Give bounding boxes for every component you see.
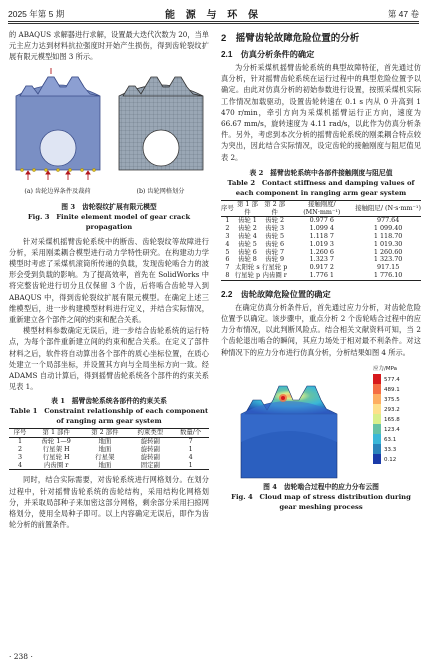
figure-3a [9,66,106,198]
table-cell: 4 [188,452,193,461]
paragraph-danger-position: 在确定仿真分析条件后，首先通过应力分析，对齿轮危险位置予以确定。该步骤中，重点分析 2 个齿轮啮合过程中的应力分布情况，以此判断风险点。结合相关文献资料可知，当 2 个齿轮退出啮合的瞬间，其应力场处于相对最不利条件。对这种情况下的应力分布进行仿真分析，分析结果如图 4 所示。 [221,302,421,357]
subsection-heading-2-2: 2.2 齿轮故障危险位置的确定 [221,289,331,299]
table-cell: 917.15 [376,263,400,272]
left-column [9,29,209,530]
table-cell: 1 019.30 [373,239,403,248]
table-2-header: 接触刚度/ (MN·mm⁻¹) [303,199,341,216]
table-cell: 行星轮 p [262,263,288,272]
table-cell: 8 [225,271,230,279]
table-cell: 旋转副 [140,452,160,461]
gear-boundary-image [10,66,106,184]
stress-cloud-image [221,362,421,480]
table-cell: 6 [225,255,230,264]
table-cell: 行星轮 H [42,452,70,461]
table-2 [221,200,421,281]
table-cell: 7 [188,437,193,446]
table-cell: 齿轮 2 [265,216,285,225]
table-1-header: 数量/个 [179,428,202,437]
paragraph-mesh: 同时，结合实际需要，对齿轮系统进行网格划分。在划分过程中，针对摇臂齿轮系统的齿轮结构，采用结构化网格划分，并采取局部种子来加密这部分网格，剩余部分采用扫掠网格划分，使用全局种子即可。以上内容确定无误后，即作为齿轮分析的前置条件。 [9,475,209,530]
legend-swatch [373,394,381,404]
table-cell: 固定副 [140,460,160,469]
table-2-caption: 表 2 摇臂齿轮系统中各部件接触刚度与阻尼值 [249,168,393,177]
table-2-header: 序号 [221,203,234,212]
legend-value: 375.5 [384,396,400,403]
section-heading: 2 摇臂齿轮故障危险位置的分析 [221,33,360,44]
legend-swatch [373,454,381,464]
table-cell: 地面 [98,445,112,454]
table-1-header: 序号 [13,428,27,437]
table-cell: 齿轮 8 [237,255,257,264]
legend-value: 577.4 [384,376,400,383]
table-cell: 1.323 7 [309,255,334,264]
table-cell: 3 [17,452,23,461]
table-cell: 齿轮 3 [265,224,285,233]
table-cell: 2 [17,445,23,454]
legend-value: 33.3 [384,446,397,453]
table-cell: 地面 [98,437,112,446]
table-1-caption: 表 1 摇臂齿轮系统各部件的约束关系 [51,397,167,406]
legend-swatch [373,374,381,384]
table-cell: 齿轮 9 [265,255,285,264]
right-column [221,29,421,512]
table-cell: 齿轮 5 [237,239,257,248]
page-number: · 238 · [9,652,33,661]
table-1-header: 约束类型 [137,428,164,437]
figure-3b [112,66,209,198]
table-cell: 1.099 4 [309,224,334,233]
header-rule-2 [8,23,419,24]
table-2-header: 接触阻尼/ (N·s·mm⁻¹) [355,203,421,212]
legend-title: 应力/MPa [373,365,398,372]
figure-3a-caption: (a) 齿轮边界条件及裁荷 [24,187,91,195]
table-cell: 旋转副 [140,437,160,446]
figure-4-caption: 图 4 齿轮啮合过程中的应力分布云图 [263,482,379,491]
table-cell: 1 776.10 [373,271,403,279]
legend-value: 165.8 [384,416,400,423]
table-cell: 1 [17,437,23,446]
table-cell: 1 [188,445,193,454]
legend-swatch [373,384,381,394]
table-cell: 1.260 6 [309,247,334,256]
legend-swatch [373,414,381,424]
table-cell: 1 323.70 [373,255,403,264]
table-cell: 齿轮 5 [265,232,285,241]
table-cell: 4 [225,239,230,248]
table-cell: 1 099.40 [373,224,403,233]
figure-3b-caption: (b) 齿轮网格划分 [136,187,185,195]
table-cell: 齿轮 6 [265,239,285,248]
table-1 [9,428,209,470]
table-cell: 3 [225,232,230,241]
table-cell: 1 [188,460,193,469]
legend-swatch [373,424,381,434]
paragraph-sim-conditions: 为分析采煤机摇臂齿轮系统的典型故障特征，首先通过仿真分析，针对摇臂齿轮系统在运行过程中的典型危险位置予以确定。由此对仿真分析的初始参数进行设置，按照采煤机实际工作情况加载驱动，设置齿轮转速在 0.1 s 内从 0 升高到 1 470 r/min，牵引方向为采煤机摇臂运行正方向，速度为 66.67 mm/s，旋转速度为 4.11 rad/s，以此作为仿真分析条件。另外，考虑到本次分析的摇臂齿轮系统的刚柔耦合特点较为突出，因此结合实际情况，设定齿轮的接触刚度与阻尼值见表 2。 [221,63,421,162]
table-cell: 0.917 2 [309,263,334,272]
figure-4-caption-en-1: Fig. 4 Cloud map of stress distribution during [231,492,411,501]
table-row [221,272,421,280]
header-rule [8,21,419,22]
stress-legend [373,374,400,464]
legend-value: 0.12 [384,456,397,463]
table-cell: 齿轮 2 [237,224,257,233]
table-cell: 0.977 6 [309,216,334,225]
gear-mesh-image [113,66,209,184]
table-cell: 2 [225,224,230,233]
paragraph-constraints: 模型材料参数确定无误后，进一步结合齿轮系统的运行特点，为每个部件重新建立间的约束和配合关系。在定义了部件材料之后，软件将自动算出各个部件的质心坐标位置，在质心处建立一个局部坐标，并设置其方向与全局坐标方向一致。经 ADAMS 自动计算后，得到摇臂齿轮系统各个部件的约束关系见表 1。 [9,326,209,392]
legend-value: 293.2 [384,406,400,413]
legend-swatch [373,434,381,444]
table-cell: 977.64 [376,216,400,225]
table-cell: 内齿圈 r [44,460,69,469]
figure-4-caption-en-2: gear meshing process [279,502,363,511]
table-cell: 齿轮 4 [237,232,257,241]
table-1-header: 第 1 部件 [42,428,70,437]
issue-label: 2025 年第 5 期 [8,9,65,19]
journal-title: 能 源 与 环 保 [164,10,263,21]
subsection-heading-2-1: 2.1 仿真分析条件的确定 [221,50,315,59]
table-cell: 齿轮 1—9 [41,437,71,446]
table-2-caption-en-2: each component in ranging arm gear system [235,188,407,197]
table-cell: 齿轮 1 [237,216,257,225]
table-cell: 地面 [98,460,112,469]
table-cell: 7 [225,263,230,272]
figure-3 [9,66,209,198]
table-cell: 齿轮 7 [265,247,285,256]
table-cell: 内齿圈 r [262,271,287,279]
paragraph-modeling: 针对采煤机摇臂齿轮系统中的断齿、齿轮裂纹等故障进行分析，采用刚柔耦合模型进行动力学特性研究。在构建动力学模型时考虑了采煤机滚筒所传递的负载，发现齿轮啮合力的波形会受到负载的影响。为了提高效率，首先在 SolidWorks 中将完整齿轮进行切分且仅保留 3 个齿，后将啮合齿轮导入到 ABAQUS 中，得到齿轮裂纹扩展有限元模型。在确定上述三维模型后，进一步构建模型材料进行定义，并结合实际情况，重新建立各个部件之间的约束和配合关系。 [9,236,209,325]
table-1-caption-en: Table 1 Constraint relationship of each component of ranging arm gear system [9,407,209,426]
legend-value: 489.1 [384,386,400,393]
table-2-header: 第 1 部件 [236,199,258,216]
table-cell: 行星架 H [42,445,70,454]
table-cell: 行星架 [95,452,115,461]
table-cell: 1 260.60 [373,247,403,256]
legend-swatch [373,444,381,454]
table-row [9,462,209,470]
figure-4 [221,362,421,480]
legend-value: 123.4 [384,426,400,433]
table-cell: 太阳轮 s [235,263,260,272]
table-cell: 1.019 3 [309,239,334,248]
table-1-header: 第 2 部件 [91,428,119,437]
running-header [8,6,419,20]
volume-label: 第 47 卷 [387,9,419,19]
table-2-header: 第 2 部件 [264,199,286,216]
legend-value: 63.1 [384,436,397,443]
figure-3-caption-en: Fig. 3 Finite element model of gear crack propagation [27,212,191,231]
paragraph-intro: 的 ABAQUS 求解器进行求解，设置最大迭代次数为 20，当单元主应力达到材料抗拉强度时开始产生损伤，得到齿轮裂纹扩展有限元模型如图 3 所示。 [9,30,209,62]
table-2-caption-en-1: Table 2 Contact stiffness and damping values of [227,178,415,187]
legend-swatch [373,404,381,414]
table-cell: 1.776 1 [309,271,334,279]
figure-3-caption: 图 3 齿轮裂纹扩展有限元模型 [61,202,157,211]
table-cell: 旋转副 [140,445,160,454]
table-cell: 4 [17,460,23,469]
table-cell: 1 118.70 [373,232,403,241]
table-cell: 1 [225,216,230,225]
table-cell: 1.118 7 [309,232,334,241]
table-cell: 行星轮 p [234,271,261,279]
table-cell: 齿轮 6 [237,247,257,256]
table-2-body [221,217,421,280]
table-cell: 5 [225,247,230,256]
